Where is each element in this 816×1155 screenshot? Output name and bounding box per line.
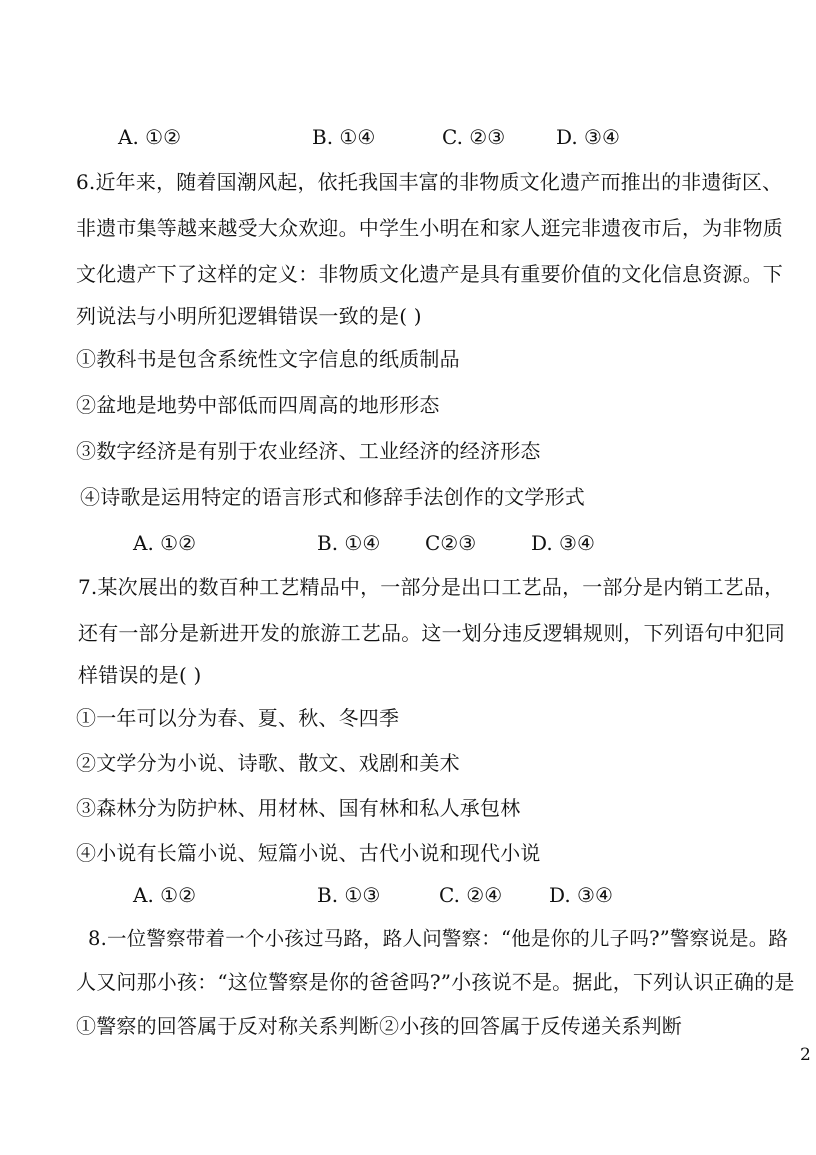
q7-stem-line-2: 还有一部分是新进开发的旅游工艺品。这一划分违反逻辑规则，下列语句中犯同 <box>78 621 785 645</box>
q6-option-d: D. ③④ <box>531 531 595 555</box>
q7-stem-line-3: 样错误的是( ) <box>78 663 202 687</box>
q5-option-d: D. ③④ <box>556 125 620 149</box>
q8-stem-line-2: 人又问那小孩：“这位警察是你的爸爸吗?”小孩说不是。据此，下列认识正确的是 <box>76 970 795 994</box>
q6-stem-line-4: 列说法与小明所犯逻辑错误一致的是( ) <box>76 304 422 328</box>
q6-statement-3: ③数字经济是有别于农业经济、工业经济的经济形态 <box>76 439 541 463</box>
q7-option-d: D. ③④ <box>549 883 613 907</box>
page-number: 2 <box>800 1045 811 1065</box>
q6-statement-1: ①教科书是包含系统性文字信息的纸质制品 <box>76 347 460 371</box>
q7-statement-2: ②文学分为小说、诗歌、散文、戏剧和美术 <box>76 751 460 775</box>
q5-options <box>118 124 678 150</box>
q6-statement-4: ④诗歌是运用特定的语言形式和修辞手法创作的文学形式 <box>80 485 585 509</box>
q7-statement-4: ④小说有长篇小说、短篇小说、古代小说和现代小说 <box>76 841 541 865</box>
q6-stem-line-3: 文化遗产下了这样的定义：非物质文化遗产是具有重要价值的文化信息资源。下 <box>76 262 783 286</box>
q7-statement-3: ③森林分为防护林、用材林、国有林和私人承包林 <box>76 796 521 820</box>
q7-option-b: B. ①③ <box>317 883 381 907</box>
q7-option-a: A. ①② <box>133 883 197 907</box>
q8-stem-line-1: 8.一位警察带着一个小孩过马路，路人问警察：“他是你的儿子吗?”警察说是。路 <box>88 927 789 950</box>
q5-option-c: C. ②③ <box>442 125 506 149</box>
q6-option-c: C②③ <box>425 531 477 555</box>
q6-statement-2: ②盆地是地势中部低而四周高的地形形态 <box>76 393 440 417</box>
q7-stem-line-1: 7.某次展出的数百种工艺精品中，一部分是出口工艺品，一部分是内销工艺品， <box>78 575 785 599</box>
q7-options <box>133 882 693 908</box>
q6-options <box>133 530 693 556</box>
q6-stem-line-1: 6.近年来，随着国潮风起，依托我国丰富的非物质文化遗产而推出的非遗街区、 <box>76 170 783 194</box>
q8-stem-line-3: ①警察的回答属于反对称关系判断②小孩的回答属于反传递关系判断 <box>76 1014 682 1038</box>
q5-option-a: A. ①② <box>118 125 182 149</box>
q7-option-c: C. ②④ <box>439 883 503 907</box>
q6-option-a: A. ①② <box>133 531 197 555</box>
q6-stem-line-2: 非遗市集等越来越受大众欢迎。中学生小明在和家人逛完非遗夜市后，为非物质 <box>76 216 783 240</box>
q6-option-b: B. ①④ <box>317 531 381 555</box>
q7-statement-1: ①一年可以分为春、夏、秋、冬四季 <box>76 706 400 730</box>
q5-option-b: B. ①④ <box>312 125 376 149</box>
